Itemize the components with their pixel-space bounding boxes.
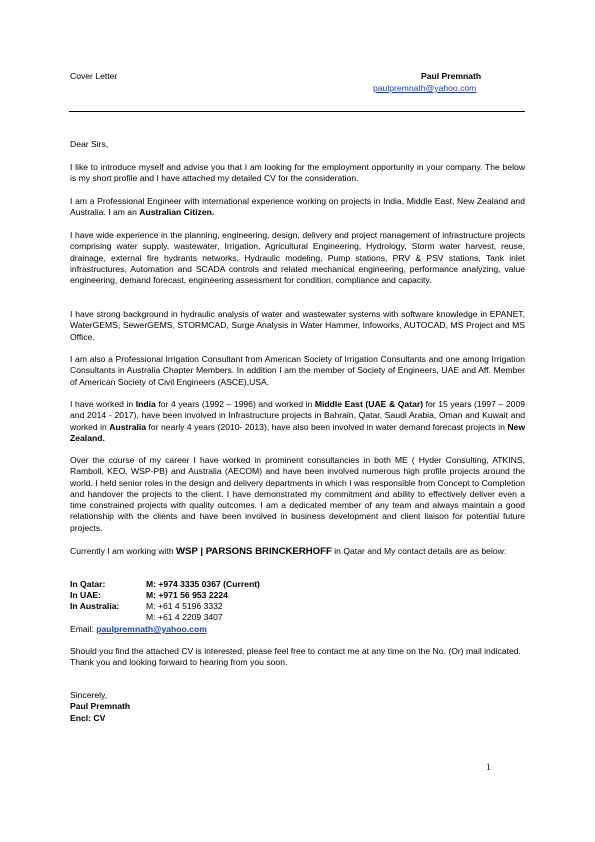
- region-india: India: [135, 399, 156, 409]
- employer-name: WSP | PARSONS BRINCKERHOFF: [176, 546, 332, 557]
- contact-label: In Australia:: [70, 601, 120, 611]
- software-paragraph: [70, 309, 525, 343]
- contact-phone: M: +974 3335 0367 (Current): [146, 579, 260, 589]
- career-text: Over the course of my career I have worked in prominent consultancies in both ME ( Hyder Consulting, ATKINS, Ramboll, KEO, WSP-PB) and Australia (AECOM) and have been involved numerous high profile projects around the world. I held senior roles in the design and delivery departments in which I was responsible from Concept to Completion and handover the projects to the client. I have demonstrated my commitment and ability to effectively deliver even a time constrained projects with quality outcomes. I am a dedicated member of any team and always maintain a good relationship with the clients and have been involved in business development and client liaison for potential future projects.: [70, 455, 525, 533]
- region-middle-east: Middle East (UAE & Qatar): [314, 399, 424, 409]
- experience-paragraph: [70, 230, 525, 286]
- thanks-text: Thank you and looking forward to hearing from you soon.: [70, 657, 288, 668]
- closing-paragraph: [70, 646, 525, 669]
- contact-phone: M: +971 56 953 2224: [146, 590, 228, 600]
- memberships-paragraph: [70, 354, 525, 388]
- signature-name: Paul Premnath: [70, 701, 131, 712]
- experience-text: I have wide experience in the planning, engineering, design, delivery and project management of infrastructure projects comprising water supply, wastewater, Irrigation, Agricultural Engineering, Hydrology, Storm water harvest, reuse, drainage, external fire hydrants networks, Hydraulic modeling, Pump stations, PRV & PSV stations, Tank inlet infrastructures, Automation and SCADA controls and related mechanical engineering, performance analyzing, value engineering, demand forecast, engineering assessment for condition, compliance and capacity.: [70, 230, 525, 286]
- current-role-text-part: Currently I am working with: [70, 546, 177, 556]
- salutation-text: Dear Sirs,: [70, 139, 109, 149]
- current-role-text-part: in Qatar and My contact details are as below:: [331, 546, 507, 556]
- sender-name: Paul Premnath: [421, 71, 482, 81]
- regions-text-part: I have worked in: [70, 399, 136, 409]
- regions-paragraph: [70, 399, 525, 444]
- salutation: [70, 139, 525, 150]
- contact-phone: M: +61 4 2209 3407: [146, 612, 223, 622]
- contact-row-australia-alt: [70, 612, 223, 623]
- profile-paragraph: [70, 196, 525, 219]
- software-text: I have strong background in hydraulic analysis of water and wastewater systems with software knowledge in EPANET, WaterGEMS, SewerGEMS, STORMCAD, Surge Analysis in Water Hammer, Infoworks, AUTOCAD, MS Project and MS Office.: [70, 309, 525, 342]
- memberships-text: I am also a Professional Irrigation Consultant from American Society of Irrigation Consultants and one among Irrigation Consultants in Australia Chapter Members. In addition I am the member of Society of Engineers, UAE and Aff. Member of American Society of Civil Engineers (ASCE),USA.: [70, 354, 525, 387]
- sender-email-link[interactable]: paulpremnath@yahoo.com: [373, 83, 477, 93]
- regions-text: [70, 399, 525, 444]
- current-role-paragraph: [70, 546, 525, 557]
- document-type-label: Cover Letter: [70, 71, 118, 81]
- regions-text-part: for nearly 4 years (2010- 2013), have also been involved in water demand forecast projects in: [146, 421, 508, 432]
- contact-email-row: [70, 624, 525, 635]
- region-new-zealand: New Zealand.: [70, 421, 525, 443]
- contact-email-link[interactable]: paulpremnath@yahoo.com: [96, 624, 207, 634]
- page-number: 1: [486, 762, 491, 772]
- regions-text-part: for 4 years (1992 – 1996) and worked in: [155, 399, 315, 409]
- contact-row-australia: [70, 601, 223, 612]
- enclosure-note: Encl: CV: [70, 712, 106, 723]
- contact-phone: M: +61 4 5196 3332: [146, 601, 223, 611]
- contact-label: In Qatar:: [70, 579, 106, 589]
- header-divider: [69, 111, 525, 112]
- signature-block: [70, 690, 525, 724]
- email-label: Email:: [70, 624, 97, 634]
- intro-paragraph: [70, 162, 525, 185]
- contact-label: In UAE:: [70, 590, 102, 600]
- current-role-text: [70, 546, 525, 557]
- closing-salutation: Sincerely,: [70, 690, 108, 700]
- citizenship-highlight: Australian Citizen.: [139, 207, 215, 218]
- profile-text-part: I am a Professional Engineer with international experience working on projects in India, Middle East, New Zealand and Australia. I am an: [70, 196, 525, 218]
- regions-text-part: for 15 years (1997 – 2009 and 2014 - 2017), have been involved in Infrastructure projects in Bahrain, Qatar, Saudi Arabia, Oman and Kuwait and worked in: [70, 399, 525, 432]
- intro-text: I like to introduce myself and advise you that I am looking for the employment opportunity in your company. The below is my short profile and I have attached my detailed CV for the consideration.: [70, 162, 525, 184]
- closing-text: Should you find the attached CV is interested, please feel free to contact me at any time on the No. (Or) mail indicated.: [70, 646, 521, 656]
- profile-text: [70, 196, 525, 219]
- contact-row-uae: [70, 590, 228, 601]
- career-paragraph: [70, 455, 525, 534]
- region-australia: Australia: [109, 421, 147, 432]
- contact-row-qatar: [70, 579, 260, 590]
